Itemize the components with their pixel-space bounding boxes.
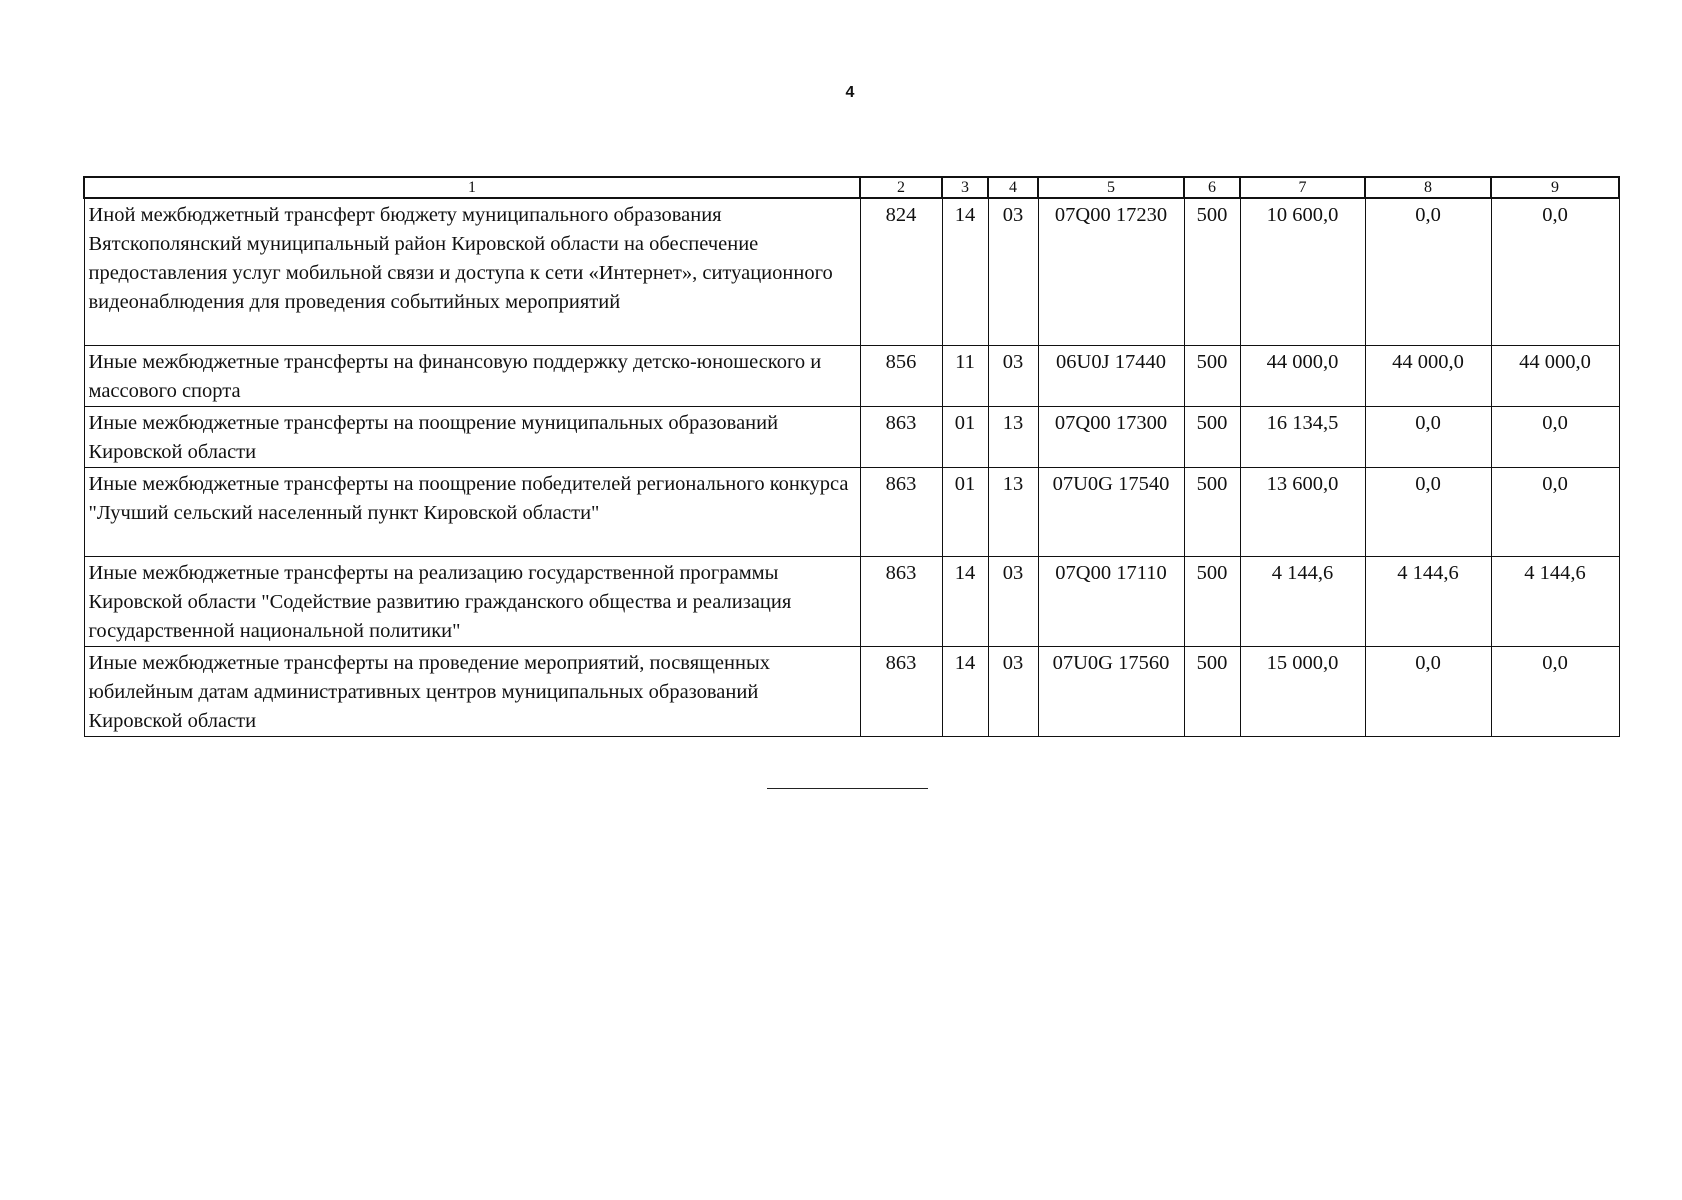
row-description: Иные межбюджетные трансферты на финансовую поддержку детско-юношеского и массового спорта <box>84 346 860 407</box>
row-amount-3: 0,0 <box>1491 468 1619 557</box>
row-description: Иные межбюджетные трансферты на поощрение муниципальных образований Кировской области <box>84 407 860 468</box>
row-expense-type: 500 <box>1184 647 1240 737</box>
row-description: Иной межбюджетный трансферт бюджету муниципального образования Вятскополянский муниципальный район Кировской области на обеспечение предоставления услуг мобильной связи и доступа к сети «Интернет», ситуационного видеонаблюдения для проведения событийных мероприятий <box>84 198 860 346</box>
row-subsection: 03 <box>988 647 1038 737</box>
row-amount-1: 13 600,0 <box>1240 468 1365 557</box>
row-amount-3: 4 144,6 <box>1491 557 1619 647</box>
row-amount-2: 0,0 <box>1365 647 1491 737</box>
row-ministry-code: 863 <box>860 647 942 737</box>
table-row <box>84 468 1619 557</box>
row-target-code: 06U0J 17440 <box>1038 346 1184 407</box>
row-amount-2: 0,0 <box>1365 198 1491 346</box>
row-amount-3: 44 000,0 <box>1491 346 1619 407</box>
header-cell: 8 <box>1365 177 1491 198</box>
end-of-document-line <box>767 788 928 789</box>
table-row <box>84 407 1619 468</box>
row-target-code: 07Q00 17230 <box>1038 198 1184 346</box>
row-ministry-code: 863 <box>860 557 942 647</box>
row-expense-type: 500 <box>1184 198 1240 346</box>
row-target-code: 07Q00 17300 <box>1038 407 1184 468</box>
page-number: 4 <box>845 84 855 101</box>
header-cell: 1 <box>84 177 860 198</box>
row-expense-type: 500 <box>1184 468 1240 557</box>
table-row <box>84 198 1619 346</box>
header-cell: 2 <box>860 177 942 198</box>
row-amount-3: 0,0 <box>1491 407 1619 468</box>
row-ministry-code: 824 <box>860 198 942 346</box>
table-row <box>84 346 1619 407</box>
row-subsection: 13 <box>988 468 1038 557</box>
row-subsection: 03 <box>988 198 1038 346</box>
row-section: 14 <box>942 198 988 346</box>
row-amount-1: 10 600,0 <box>1240 198 1365 346</box>
row-amount-1: 15 000,0 <box>1240 647 1365 737</box>
row-ministry-code: 863 <box>860 407 942 468</box>
row-description: Иные межбюджетные трансферты на поощрение победителей регионального конкурса "Лучший сельский населенный пункт Кировской области" <box>84 468 860 557</box>
table-row <box>84 647 1619 737</box>
row-subsection: 03 <box>988 557 1038 647</box>
header-cell: 6 <box>1184 177 1240 198</box>
row-expense-type: 500 <box>1184 346 1240 407</box>
row-amount-2: 0,0 <box>1365 407 1491 468</box>
row-amount-1: 4 144,6 <box>1240 557 1365 647</box>
row-section: 01 <box>942 407 988 468</box>
budget-table <box>83 176 1620 737</box>
row-target-code: 07U0G 17560 <box>1038 647 1184 737</box>
header-row <box>84 177 1619 198</box>
row-description: Иные межбюджетные трансферты на реализацию государственной программы Кировской области "Содействие развитию гражданского общества и реализация государственной национальной политики" <box>84 557 860 647</box>
header-cell: 3 <box>942 177 988 198</box>
header-cell: 5 <box>1038 177 1184 198</box>
row-amount-2: 0,0 <box>1365 468 1491 557</box>
row-section: 01 <box>942 468 988 557</box>
header-cell: 7 <box>1240 177 1365 198</box>
row-subsection: 13 <box>988 407 1038 468</box>
row-amount-1: 44 000,0 <box>1240 346 1365 407</box>
row-ministry-code: 856 <box>860 346 942 407</box>
header-cell: 9 <box>1491 177 1619 198</box>
row-description: Иные межбюджетные трансферты на проведение мероприятий, посвященных юбилейным датам административных центров муниципальных образований Кировской области <box>84 647 860 737</box>
row-target-code: 07U0G 17540 <box>1038 468 1184 557</box>
row-amount-3: 0,0 <box>1491 647 1619 737</box>
row-section: 14 <box>942 647 988 737</box>
row-section: 14 <box>942 557 988 647</box>
row-amount-3: 0,0 <box>1491 198 1619 346</box>
row-expense-type: 500 <box>1184 407 1240 468</box>
row-subsection: 03 <box>988 346 1038 407</box>
row-expense-type: 500 <box>1184 557 1240 647</box>
row-amount-2: 44 000,0 <box>1365 346 1491 407</box>
row-section: 11 <box>942 346 988 407</box>
row-ministry-code: 863 <box>860 468 942 557</box>
table-row <box>84 557 1619 647</box>
row-amount-1: 16 134,5 <box>1240 407 1365 468</box>
row-amount-2: 4 144,6 <box>1365 557 1491 647</box>
header-cell: 4 <box>988 177 1038 198</box>
row-target-code: 07Q00 17110 <box>1038 557 1184 647</box>
